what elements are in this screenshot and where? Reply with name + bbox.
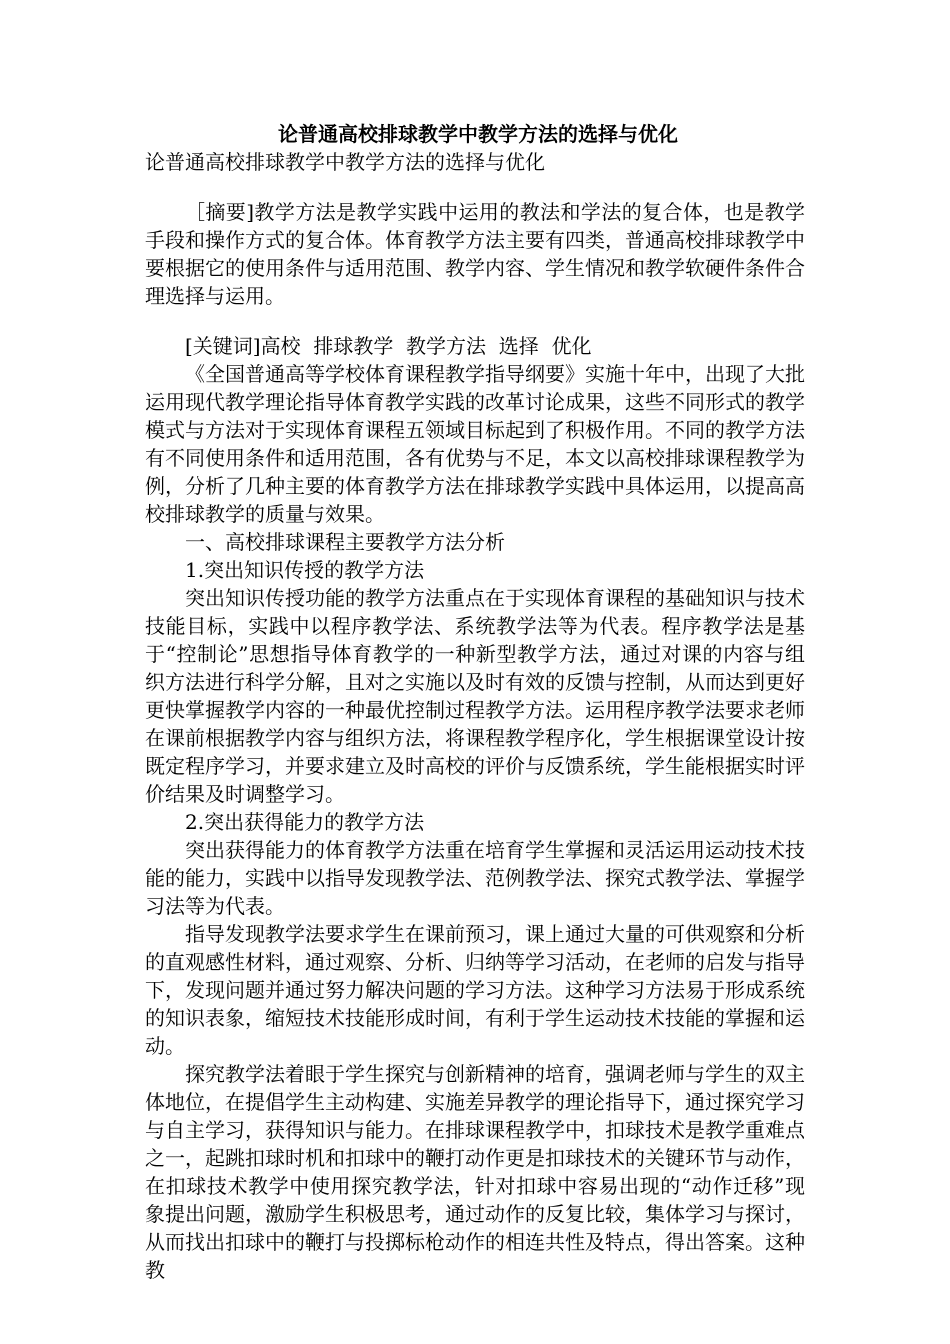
keywords-line: [关键词]高校 排球教学 教学方法 选择 优化 [185, 334, 592, 358]
intro-paragraph: 《全国普通高等学校体育课程教学指导纲要》实施十年中，出现了大批运用现代教学理论指导体育教学实践的改革讨论成果，这些不同形式的教学模式与方法对于实现体育课程五领域目标起到了积极作用。不同的教学方法有不同使用条件和适用范围，各有优势与不足，本文以高校排球课程教学为例，分析了几种主要的体育教学方法在排球教学实践中具体运用，以提高高校排球教学的质量与效果。 [145, 362, 805, 526]
subsection-2-paragraph-1: 突出获得能力的体育教学方法重在培育学生掌握和灵活运用运动技术技能的能力，实践中以指导发现教学法、范例教学法、探究式教学法、掌握学习法等为代表。 [145, 838, 805, 918]
section-heading: 一、高校排球课程主要教学方法分析 [185, 530, 505, 554]
document-subtitle: 论普通高校排球教学中教学方法的选择与优化 [145, 150, 545, 174]
document-title: 论普通高校排球教学中教学方法的选择与优化 [278, 122, 678, 146]
abstract-paragraph: ［摘要]教学方法是教学实践中运用的教法和学法的复合体，也是教学手段和操作方式的复合体。体育教学方法主要有四类，普通高校排球教学中要根据它的使用条件与适用范围、教学内容、学生情况和教学软硬件条件合理选择与运用。 [145, 200, 805, 308]
subsection-1-paragraph: 突出知识传授功能的教学方法重点在于实现体育课程的基础知识与技术技能目标，实践中以程序教学法、系统教学法等为代表。程序教学法是基于“控制论”思想指导体育教学的一种新型教学方法，通过对课的内容与组织方法进行科学分解，且对之实施以及时有效的反馈与控制，从而达到更好更快掌握教学内容的一种最优控制过程教学方法。运用程序教学法要求老师在课前根据教学内容与组织方法，将课程教学程序化，学生根据课堂设计按既定程序学习，并要求建立及时高校的评价与反馈系统，学生能根据实时评价结果及时调整学习。 [145, 586, 805, 806]
subsection-heading-1: 1.突出知识传授的教学方法 [185, 558, 425, 582]
subsection-heading-2: 2.突出获得能力的教学方法 [185, 810, 425, 834]
document-page [145, 120, 805, 1284]
subsection-2-paragraph-2: 指导发现教学法要求学生在课前预习，课上通过大量的可供观察和分析的直观感性材料，通过观察、分析、归纳等学习活动，在老师的启发与指导下，发现问题并通过努力解决问题的学习方法。这种学习方法易于形成系统的知识表象，缩短技术技能形成时间，有利于学生运动技术技能的掌握和运动。 [145, 922, 805, 1058]
subsection-2-paragraph-3: 探究教学法着眼于学生探究与创新精神的培育，强调老师与学生的双主体地位，在提倡学生主动构建、实施差异教学的理论指导下，通过探究学习与自主学习，获得知识与能力。在排球课程教学中，扣球技术是教学重难点之一，起跳扣球时机和扣球中的鞭打动作更是扣球技术的关键环节与动作，在扣球技术教学中使用探究教学法，针对扣球中容易出现的“动作迁移”现象提出问题，激励学生积极思考，通过动作的反复比较，集体学习与探讨，从而找出扣球中的鞭打与投掷标枪动作的相连共性及特点，得出答案。这种教 [145, 1062, 805, 1282]
